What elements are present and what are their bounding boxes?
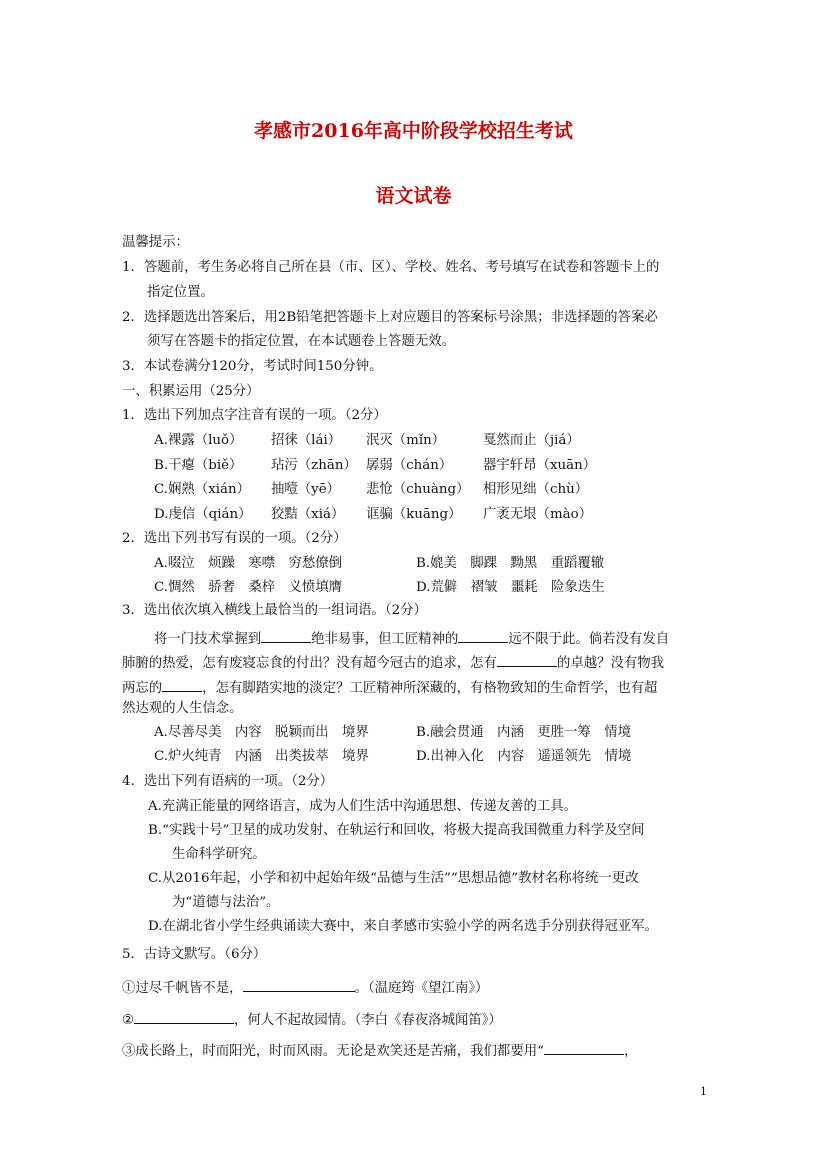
blank-line: [544, 1042, 624, 1055]
tip-3: 3．本试卷满分120分，考试时间150分钟。: [122, 359, 383, 374]
q1-d-word-1: D.虔信（qián）: [154, 507, 252, 522]
q3-passage-line-3: [122, 679, 657, 695]
q4-option-b-line-2: 生命科学研究。: [172, 847, 266, 862]
q1-d-word-4: 广袤无垠（mào）: [483, 507, 593, 522]
blank-line: [497, 654, 557, 667]
q3-option-c: C.炉火纯青 内涵 出类拔萃 境界: [154, 749, 369, 764]
q2-option-d: D.荒僻 褶皱 噩耗 险象迭生: [416, 580, 605, 595]
q4-option-c-line-1: C.从2016年起，小学和初中起始年级“品德与生活”“思想品德”教材名称将统一更改: [148, 871, 639, 886]
q5-text: 。（温庭筠《望江南》）: [354, 981, 489, 996]
q2-option-c: C.惆然 骄奢 桑梓 义愤填膺: [154, 580, 343, 595]
q3-passage-line-4: 然达观的人生信念。: [122, 701, 243, 716]
q4-option-d: D.在湖北省小学生经典诵读大赛中，来自孝感市实验小学的两名选手分别获得冠亚军。: [148, 919, 658, 934]
blank-line: [261, 630, 311, 643]
q3-option-d: D.出神入化 内容 遥遥领先 情境: [416, 749, 632, 764]
q3-text: 肺腑的热爱，怎有废寝忘食的付出？没有超今冠古的追求，怎有: [122, 656, 497, 671]
tip-1-line-1: 1．答题前，考生务必将自己所在县（市、区）、学校、姓名、考号填写在试卷和答题卡上的: [122, 260, 660, 275]
tip-2-line-1: 2．选择题选出答案后，用2B铅笔把答题卡上对应题目的答案标号涂黑；非选择题的答案必: [122, 310, 658, 325]
q5-line-2: [122, 1011, 502, 1027]
q1-d-word-3: 诓骗（kuāng）: [366, 507, 462, 522]
q1-c-word-1: C.娴熟（xián）: [154, 482, 251, 497]
q1-c-word-4: 相形见绌（chù）: [483, 482, 589, 497]
q4-option-c-line-2: 为“道德与法治”。: [172, 895, 280, 910]
q2-option-a: A.啜泣 烦躁 寒噤 穷愁僚倒: [154, 556, 343, 571]
q1-a-word-4: 戛然而止（jiá）: [483, 433, 580, 448]
q5-stem: 5．古诗文默写。（6分）: [122, 947, 267, 962]
blank-line: [134, 1011, 234, 1024]
q3-stem: 3．选出依次填入横线上最恰当的一组词语。（2分）: [122, 603, 427, 618]
q1-d-word-2: 狡黠（xiá）: [271, 507, 345, 522]
q1-b-word-2: 玷污（zhān）: [271, 458, 357, 473]
q5-text: ，何人不起故园情。（李白《春夜洛城闻笛》）: [234, 1013, 502, 1028]
blank-line: [162, 679, 202, 692]
q3-text: 将一门技术掌握到: [154, 632, 262, 647]
q2-option-b: B.媲美 脚踝 黝黑 重蹈覆辙: [416, 556, 605, 571]
page-number: 1: [700, 1085, 707, 1098]
q1-c-word-2: 抽噎（yē）: [271, 482, 341, 497]
blank-line: [458, 630, 508, 643]
q1-a-word-3: 泯灭（mǐn）: [366, 433, 446, 448]
q3-option-b: B.融会贯通 内涵 更胜一筹 情境: [416, 725, 631, 740]
page-title: 孝感市2016年高中阶段学校招生考试: [254, 120, 573, 142]
tips-heading: 温馨提示：: [122, 235, 189, 250]
q3-option-a: A.尽善尽美 内容 脱颖而出 境界: [154, 725, 369, 740]
q5-text: ，: [623, 1044, 638, 1059]
q4-option-a: A.充满正能量的网络语言，成为人们生活中沟通思想、传递友善的工具。: [148, 799, 578, 814]
q1-a-word-1: A.裸露（luǒ）: [154, 433, 243, 448]
q3-text: 绝非易事，但工匠精神的: [311, 632, 459, 647]
q3-passage-line-1: [154, 630, 669, 646]
blank-line: [243, 979, 355, 992]
section-1-heading: 一、积累运用（25分）: [122, 384, 260, 399]
q5-line-1: [122, 979, 488, 995]
q1-b-word-4: 器宇轩昂（xuān）: [483, 458, 597, 473]
q4-option-b-line-1: B.“实践十号”卫星的成功发射、在轨运行和回收，将极大提高我国微重力科学及空间: [148, 823, 645, 838]
q1-a-word-2: 招徕（lái）: [271, 433, 342, 448]
page-subtitle: 语文试卷: [375, 185, 452, 207]
q3-text: 两忘的: [122, 681, 163, 696]
q4-stem: 4．选出下列有语病的一项。（2分）: [122, 774, 334, 789]
q3-text: 远不限于此。倘若没有发自: [508, 632, 670, 647]
q2-stem: 2．选出下列书写有误的一项。（2分）: [122, 531, 347, 546]
q1-b-word-3: 孱弱（chán）: [366, 458, 453, 473]
q1-b-word-1: B.干瘪（biě）: [154, 458, 243, 473]
q1-c-word-3: 悲怆（chuàng）: [366, 482, 470, 497]
q1-stem: 1．选出下列加点字注音有误的一项。（2分）: [122, 408, 387, 423]
tip-1-line-2: 指定位置。: [147, 285, 214, 300]
q5-text: ③成长路上，时而阳光，时而风雨。无论是欢笑还是苦痛，我们都要用“: [122, 1044, 544, 1059]
tip-2-line-2: 须写在答题卡的指定位置，在本试题卷上答题无效。: [147, 334, 455, 349]
q5-text: ①过尽千帆皆不是，: [122, 981, 243, 996]
q3-passage-line-2: [122, 654, 664, 670]
q5-line-3: [122, 1042, 637, 1058]
q3-text: 的卓越？没有物我: [556, 656, 665, 671]
q5-text: ②: [122, 1013, 135, 1028]
q3-text: ，怎有脚踏实地的淡定？工匠精神所深藏的，有格物致知的生命哲学，也有超: [202, 681, 658, 696]
